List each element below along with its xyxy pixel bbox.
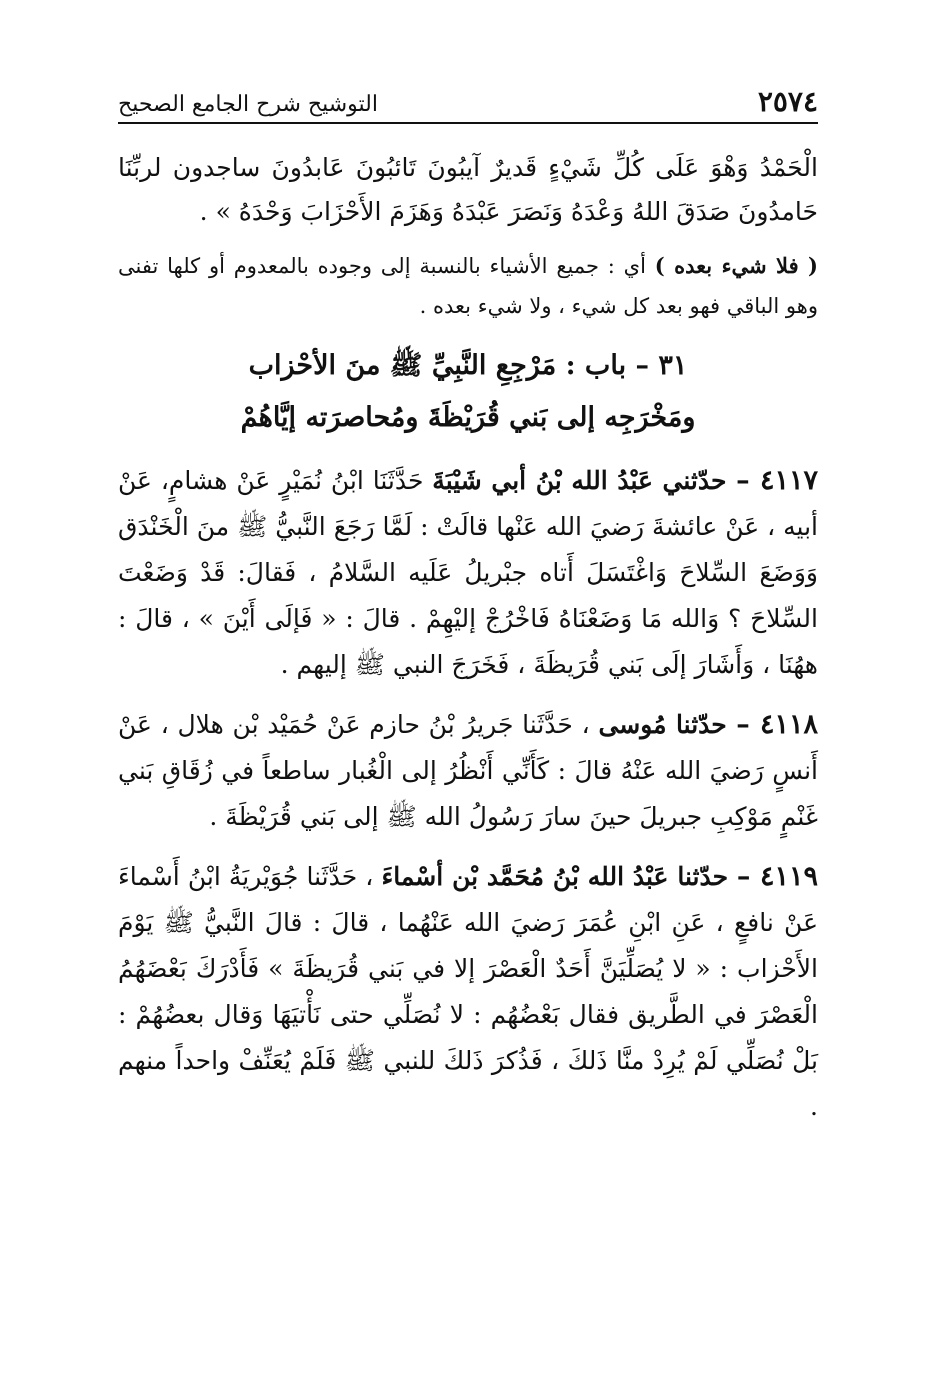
page	[118, 82, 818, 1144]
hadith-text: ، حَدَّثَنا جَريرُ بْنُ حازم عَنْ حُمَيْد بْن هلال ، عَنْ أَنسٍ رَضيَ الله عَنْهُ قالَ : كَأَنِّي أَنْظُرُ إلى الْغُبار ساطعاً في زُقَاقِ بَني غَنْمٍ مَوْكِبِ جبريلَ حينَ سارَ رَسُولُ الله ﷺ إلى بَني قُرَيْظَةَ .	[118, 710, 818, 831]
chapter-heading-line-2: ومَخْرَجِه إلى بَني قُرَيْظَةَ ومُحاصرَته إيَّاهُمْ	[240, 402, 696, 433]
hadith-number: ٤١١٨ –	[736, 709, 818, 740]
hadith-4119	[118, 854, 818, 1130]
hadith-4117	[118, 458, 818, 688]
hadith-narrator: حدّثني عَبْدُ الله بْنُ أبي شَيْبَةَ	[432, 466, 737, 495]
hadith-4118	[118, 702, 818, 840]
hadith-number: ٤١١٧ –	[736, 465, 818, 496]
commentary-text: أي : جميع الأشياء بالنسبة إلى وجوده بالمعدوم أو كلها تفنى وهو الباقي فهو بعد كل شيء ، ولا شيء بعده .	[118, 254, 818, 318]
hadith-narrator: حدّثنا مُوسى	[598, 710, 737, 739]
page-header	[118, 82, 818, 124]
commentary-paragraph	[118, 246, 818, 326]
hadith-number: ٤١١٩ –	[736, 861, 819, 892]
page-number: ٢٥٧٤	[757, 85, 818, 118]
chapter-heading-line-1: ٣١ – باب : مَرْجِعِ النَّبِيِّ ﷺ منَ الأحْزاب	[248, 350, 688, 381]
running-title: التوشيح شرح الجامع الصحيح	[118, 92, 378, 117]
chapter-heading	[118, 340, 818, 444]
commentary-lead: ( فلا شيء بعده )	[654, 253, 818, 278]
hadith-narrator: حدّثنا عَبْدُ الله بْنُ مُحَمَّد بْن أسْماءَ	[381, 862, 737, 891]
hadith-text: حَدَّثَنَا ابْنُ نُمَيْرٍ عَنْ هشامٍ، عَنْ أبيه ، عَنْ عائشةَ رَضيَ الله عَنْها قالَتْ : لَمَّا رَجَعَ النَّبيُّ ﷺ منَ الْخَنْدَق وَوَضَعَ السِّلاحَ وَاغْتَسَلَ أَتاه جبْريلُ عَلَيه السَّلامُ ، فَقالَ: قَدْ وَضَعْتَ السِّلاحَ ؟ وَالله مَا وَضَعْنَاهُ فَاخْرُجْ إليْهِمْ . قالَ : « فَإلَى أَيْنَ » ، قالَ : ههُنَا ، وَأَشَارَ إلَى بَني قُرَيظَةَ ، فَخَرَجَ النبي ﷺ إليهم .	[118, 466, 818, 679]
intro-paragraph: الْحَمْدُ وَهْوَ عَلَى كُلِّ شَيْءٍ قَديرٌ آيبُونَ تَائبُونَ عَابدُونَ ساجدون لربِّنَا حَامدُونَ صَدَقَ اللهُ وَعْدَهُ وَنَصَرَ عَبْدَهُ وَهَزَمَ الأَحْزَابَ وَحْدَهُ » .	[118, 153, 818, 226]
hadith-text: ، حَدَّثَنا جُوَيْريَةُ ابْنُ أَسْماءَ عَنْ نافعٍ ، عَنِ ابْنِ عُمَرَ رَضيَ الله عَنْهُما ، قالَ : قالَ النَّبيُّ ﷺ يَوْمَ الأَحْزاب : « لا يُصَلِّيَنَّ أَحَدٌ الْعَصْرَ إلا في بَني قُرَيظَةَ » فَأَدْرَكَ بَعْضَهُمُ الْعَصْرَ في الطَّريق فقال بَعْضُهُم : لا نُصَلِّي حتى نَأْتيَهَا وَقال بعضُهُمْ : بَلْ نُصَلِّي لَمْ يُرِدْ منَّا ذَلكَ ، فَذُكرَ ذَلكَ للنبي ﷺ فَلَمْ يُعَنِّفْ واحداً منهم .	[118, 862, 818, 1121]
